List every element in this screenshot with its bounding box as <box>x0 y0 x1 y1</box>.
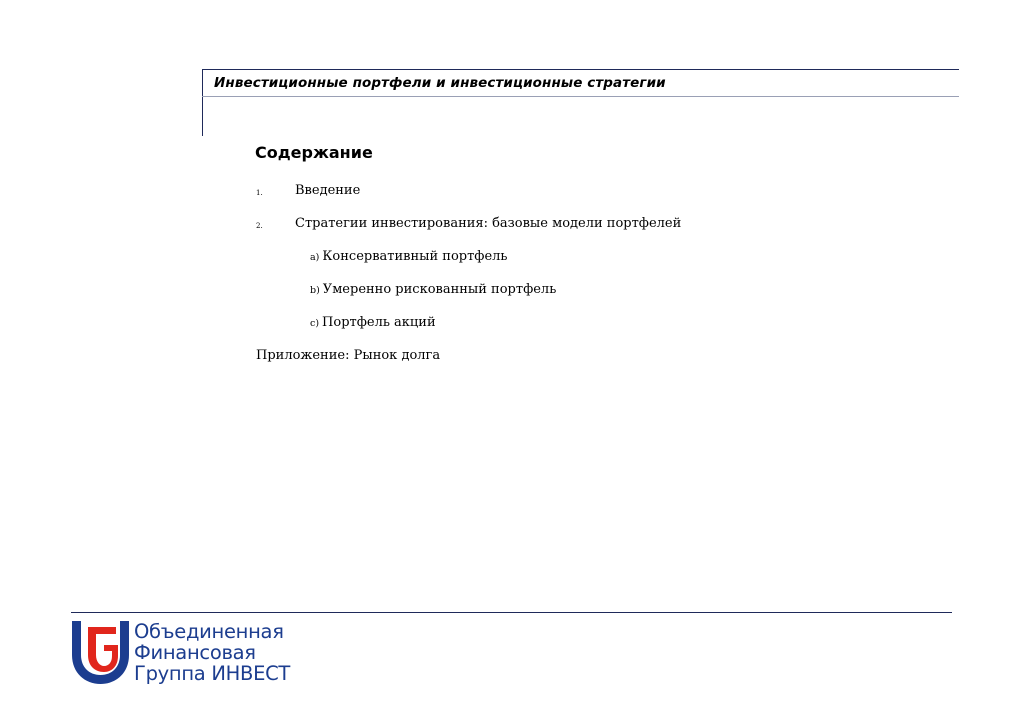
header-bottom-rule <box>202 96 959 97</box>
toc-subitem-marker: c) <box>310 318 320 329</box>
logo-line: Финансовая <box>134 641 256 664</box>
toc-subitem-label: Умеренно рискованный портфель <box>322 282 557 297</box>
page-title: Инвестиционные портфели и инвестиционные стратегии <box>214 75 666 91</box>
toc-subitem-equity <box>310 315 436 330</box>
toc-appendix: Приложение: Рынок долга <box>256 348 441 363</box>
logo-line: Объединенная <box>134 620 284 643</box>
header-top-rule <box>202 69 959 70</box>
footer-rule <box>71 612 952 613</box>
toc-subitem-marker: b) <box>310 285 320 296</box>
toc-subitem-moderate <box>310 282 556 297</box>
logo-line: Группа ИНВЕСТ <box>134 662 291 685</box>
toc-heading: Содержание <box>255 143 373 162</box>
toc-subitem-marker: a) <box>310 252 320 263</box>
toc-subitem-label: Консервативный портфель <box>322 249 508 264</box>
company-logo-icon <box>72 621 129 686</box>
toc-item-number: 2. <box>256 222 263 230</box>
header-left-rule <box>202 69 203 136</box>
toc-subitem-conservative <box>310 249 508 264</box>
company-logo-text <box>134 621 290 684</box>
toc-item-introduction: Введение <box>295 183 361 198</box>
toc-subitem-label: Портфель акций <box>322 315 436 330</box>
toc-item-strategies: Стратегии инвестирования: базовые модели портфелей <box>295 216 682 231</box>
toc-item-number: 1. <box>256 189 263 197</box>
